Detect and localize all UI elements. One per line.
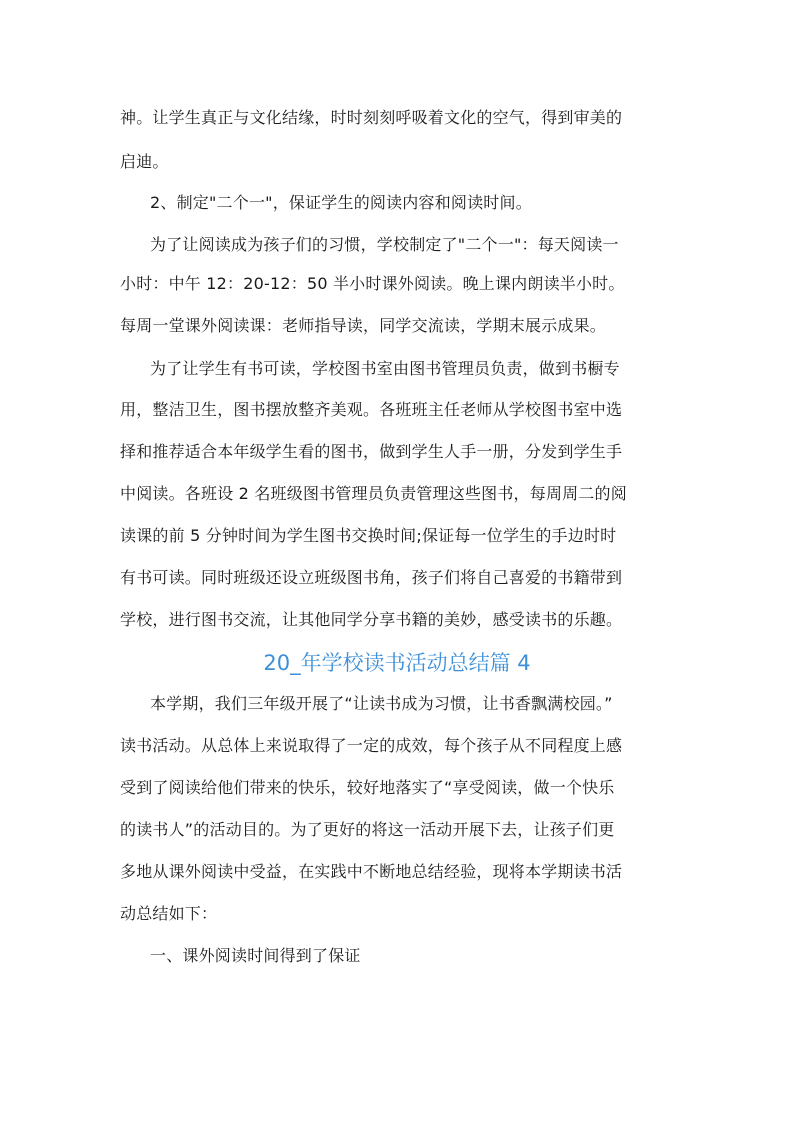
paragraph-line: 有书可读。同时班级还设立班级图书角，孩子们将自己喜爱的书籍带到 [120, 568, 623, 587]
subsection-heading: 一、课外阅读时间得到了保证 [150, 946, 361, 965]
paragraph-line: 的读书人”的活动目的。为了更好的将这一活动开展下去，让孩子们更 [120, 820, 615, 839]
paragraph-line: 学校，进行图书交流，让其他同学分享书籍的美妙，感受读书的乐趣。 [120, 610, 623, 629]
paragraph-line: 为了让阅读成为孩子们的习惯，学校制定了"二个一"：每天阅读一 [150, 235, 619, 254]
paragraph-line: 每周一堂课外阅读课：老师指导读，同学交流读，学期末展示成果。 [120, 316, 607, 335]
paragraph-line: 启迪。 [120, 152, 169, 171]
paragraph-line: 本学期，我们三年级开展了“让读书成为习惯，让书香飘满校园。” [150, 694, 613, 713]
paragraph-line: 中阅读。各班设 2 名班级图书管理员负责管理这些图书，每周周二的阅 [120, 484, 627, 503]
paragraph-line: 读课的前 5 分钟时间为学生图书交换时间;保证每一位学生的手边时时 [120, 526, 617, 545]
paragraph-line: 多地从课外阅读中受益，在实践中不断地总结经验，现将本学期读书活 [120, 862, 623, 881]
paragraph-line: 读书活动。从总体上来说取得了一定的成效，每个孩子从不同程度上感 [120, 736, 623, 755]
paragraph-line: 择和推荐适合本年级学生看的图书，做到学生人手一册，分发到学生手 [120, 442, 623, 461]
paragraph-line: 动总结如下： [120, 904, 218, 923]
section-item: 2、制定"二个一"，保证学生的阅读内容和阅读时间。 [150, 193, 532, 212]
paragraph-line: 受到了阅读给他们带来的快乐，较好地落实了“享受阅读，做一个快乐 [120, 778, 615, 797]
paragraph-line: 小时：中午 12：20-12：50 半小时课外阅读。晚上课内朗读半小时。 [120, 274, 625, 293]
paragraph-line: 为了让学生有书可读，学校图书室由图书管理员负责，做到书橱专 [150, 359, 620, 378]
section-heading: 20_年学校读书活动总结篇 4 [263, 651, 531, 675]
paragraph-line: 神。让学生真正与文化结缘，时时刻刻呼吸着文化的空气，得到审美的 [120, 108, 623, 127]
paragraph-line: 用，整洁卫生，图书摆放整齐美观。各班班主任老师从学校图书室中选 [120, 400, 623, 419]
